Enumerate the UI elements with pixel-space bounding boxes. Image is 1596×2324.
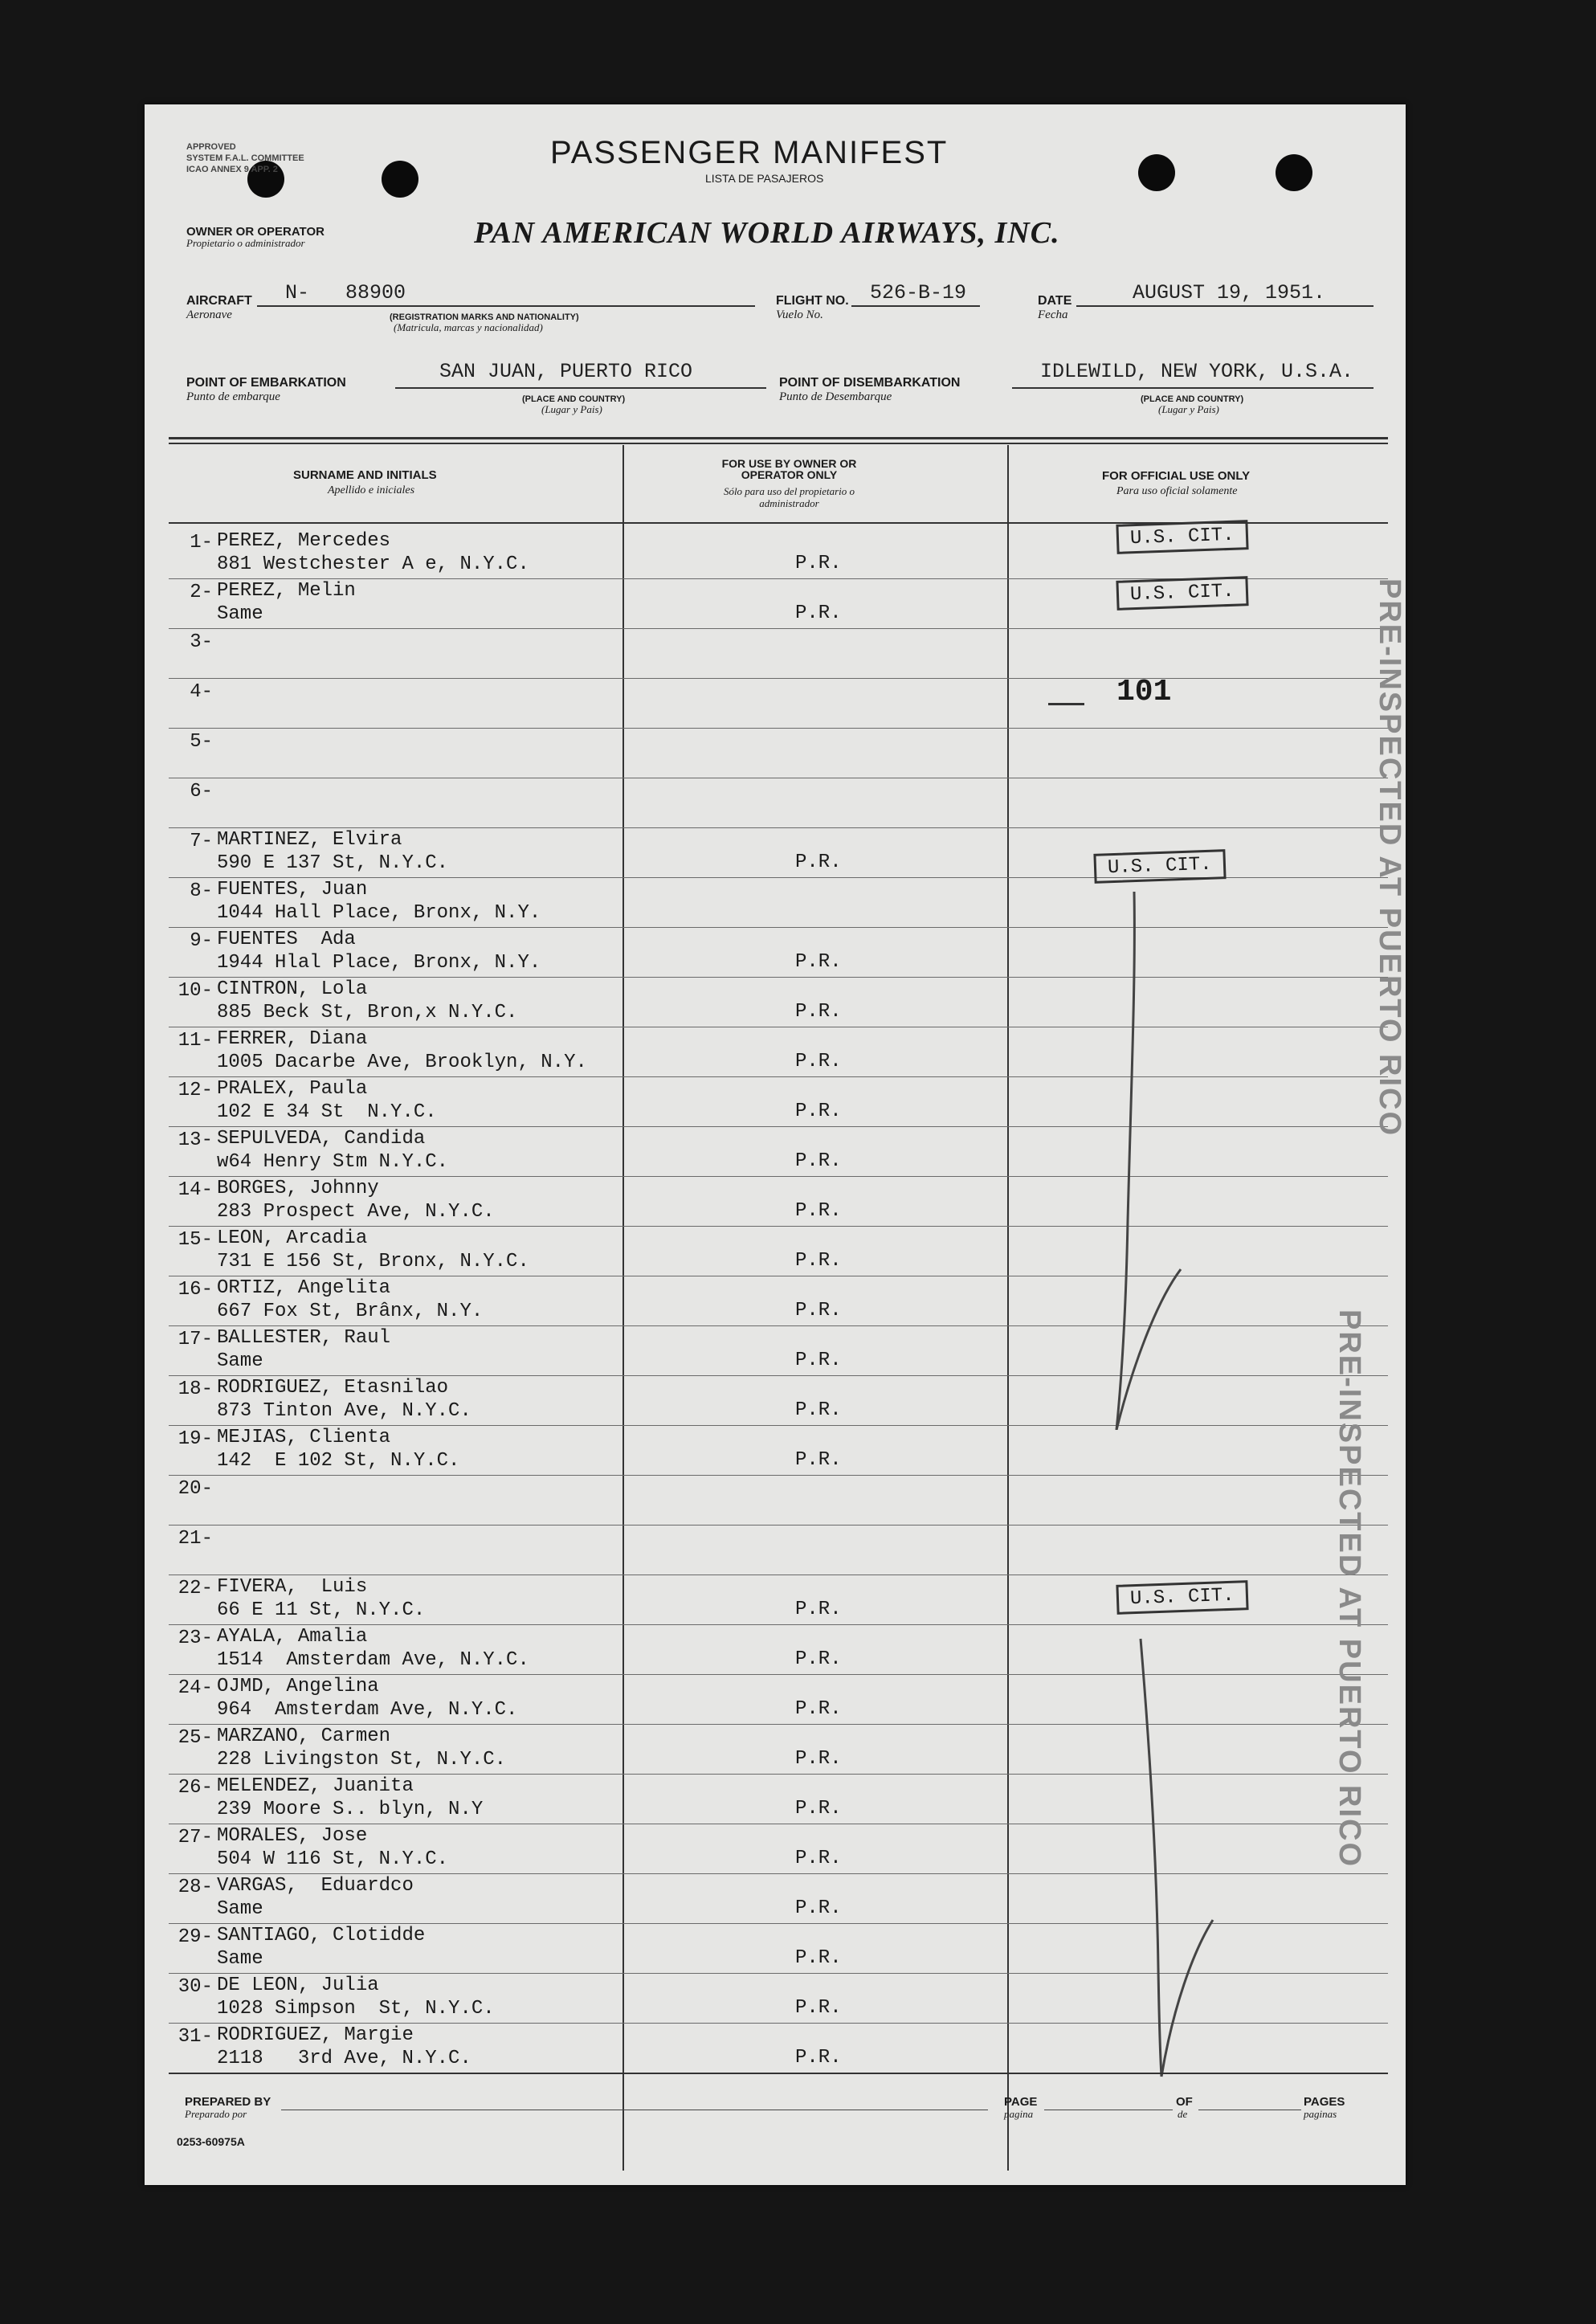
passenger-address: 239 Moore S.. blyn, N.Y [217,1799,484,1820]
pre-inspected-stamp: PRE-INSPECTED AT PUERTO RICO [1373,578,1406,1137]
passenger-address: 228 Livingston St, N.Y.C. [217,1749,507,1771]
check-mark [1092,884,1189,1430]
owner-use-value: P.R. [795,1300,842,1321]
passenger-address: 1514 Amsterdam Ave, N.Y.C. [217,1649,529,1671]
flight-label: FLIGHT NO. [776,294,849,308]
owner-use-value: P.R. [795,852,842,873]
disembark-label-es: Punto de Desembarque [779,390,892,403]
passenger-name: PRALEX, Paula [217,1078,368,1100]
passenger-address: 504 W 116 St, N.Y.C. [217,1848,449,1870]
us-cit-stamp: U.S. CIT. [1116,1580,1248,1615]
owner-use-value: P.R. [795,2047,842,2069]
page-title: PASSENGER MANIFEST [550,135,949,170]
owner-use-value: P.R. [795,1599,842,1620]
row-number: 17- [178,1329,213,1350]
table-row [169,1176,1388,1227]
row-number: 18- [178,1378,213,1400]
row-number: 13- [178,1129,213,1151]
check-mark-stroke [1116,892,1134,1430]
owner-label: OWNER OR OPERATOR [186,225,325,239]
row-number: 25- [178,1727,213,1749]
row-number: 19- [178,1428,213,1450]
count-dash [1048,703,1084,705]
owner-use-value: P.R. [795,1449,842,1471]
owner-use-value: P.R. [795,1897,842,1919]
check-mark-stroke [1161,1920,1213,2077]
passenger-name: CINTRON, Lola [217,978,368,1000]
embark-label: POINT OF EMBARKATION [186,376,346,390]
page-title-es: LISTA DE PASAJEROS [705,172,824,185]
table-row [169,877,1388,928]
passenger-name: SEPULVEDA, Candida [217,1128,426,1150]
passenger-name: MELENDEZ, Juanita [217,1775,414,1797]
approval-block [186,141,304,175]
passenger-name: FIVERA, Luis [217,1576,368,1598]
punch-hole [382,161,418,198]
owner-use-value: P.R. [795,1001,842,1023]
row-number: 9- [190,930,213,952]
passenger-address: 1005 Dacarbe Ave, Brooklyn, N.Y. [217,1052,587,1073]
table-row [169,678,1388,729]
passenger-name: RODRIGUEZ, Margie [217,2024,414,2046]
embark-place-note: (PLACE AND COUNTRY) [522,394,626,404]
approval-line: ICAO ANNEX 9 APP. 2 [186,165,278,174]
disembark-place-note: (PLACE AND COUNTRY) [1141,394,1244,404]
form-code: 0253-60975A [177,2135,245,2148]
row-number: 2- [190,582,213,603]
table-row [169,1425,1388,1476]
pre-inspected-stamp: PRE-INSPECTED AT PUERTO RICO [1333,1309,1366,1869]
passenger-address: 66 E 11 St, N.Y.C. [217,1599,426,1621]
date-label-es: Fecha [1038,308,1068,321]
us-cit-stamp: U.S. CIT. [1116,576,1248,611]
passenger-name: PEREZ, Mercedes [217,530,391,552]
row-number: 1- [190,532,213,553]
row-number: 15- [178,1229,213,1251]
passenger-name: BORGES, Johnny [217,1178,379,1199]
registration-note-es: (Matricula, marcas y nacionalidad) [394,321,543,333]
passenger-address: 283 Prospect Ave, N.Y.C. [217,1201,495,1223]
embark-label-es: Punto de embarque [186,390,280,403]
row-number: 11- [178,1030,213,1052]
passenger-name: FUENTES, Juan [217,879,368,901]
owner-use-value: P.R. [795,1350,842,1371]
owner-use-value: P.R. [795,1798,842,1820]
passenger-address: w64 Henry Stm N.Y.C. [217,1151,449,1173]
passenger-name: MEJIAS, Clienta [217,1427,391,1448]
registration-note: (REGISTRATION MARKS AND NATIONALITY) [390,312,579,322]
table-row [169,1226,1388,1276]
prepared-label: PREPARED BY [185,2095,271,2109]
row-number: 27- [178,1827,213,1848]
owner-use-value: P.R. [795,1051,842,1072]
row-number: 5- [190,731,213,753]
table-row [169,628,1388,679]
embark-place-note-es: (Lugar y Pais) [541,403,602,415]
col-owner-header: FOR USE BY OWNER OR OPERATOR ONLY [721,457,857,481]
check-mark-stroke [1141,1639,1161,2077]
flight-underline [851,305,980,307]
passenger-name: MARZANO, Carmen [217,1726,391,1747]
of-label-es: de [1178,2108,1188,2120]
passenger-address: 881 Westchester A e, N.Y.C. [217,553,529,575]
owner-use-value: P.R. [795,1399,842,1421]
row-number: 14- [178,1179,213,1201]
header-rule [169,437,1388,439]
us-cit-stamp: U.S. CIT. [1093,849,1226,884]
footer-rule [169,2073,1388,2074]
col-official-header: FOR OFFICIAL USE ONLY [1102,469,1251,483]
date-value: AUGUST 19, 1951. [1133,281,1326,304]
row-number: 29- [178,1926,213,1948]
passenger-address: 1044 Hall Place, Bronx, N.Y. [217,902,541,924]
row-number: 31- [178,2026,213,2048]
aircraft-label: AIRCRAFT [186,294,252,308]
passenger-name: FUENTES Ada [217,929,356,950]
manifest-sheet [145,104,1406,2185]
passenger-name: AYALA, Amalia [217,1626,368,1648]
passenger-count: 101 [1116,675,1172,709]
prepared-label-es: Preparado por [185,2108,247,2120]
owner-use-value: P.R. [795,1698,842,1720]
row-number: 28- [178,1877,213,1898]
col-surname-header-es: Apellido e iniciales [328,484,415,496]
col-surname-header: SURNAME AND INITIALS [293,468,437,482]
header-rule [169,443,1388,444]
date-label: DATE [1038,294,1072,308]
table-row [169,1475,1388,1526]
owner-use-value: P.R. [795,1250,842,1272]
owner-use-value: P.R. [795,1150,842,1172]
flight-value: 526-B-19 [870,281,967,304]
row-number: 12- [178,1080,213,1101]
table-row [169,778,1388,828]
pages-label: PAGES [1304,2095,1345,2109]
passenger-address: Same [217,603,263,625]
punch-hole [1138,154,1175,191]
disembark-value: IDLEWILD, NEW YORK, U.S.A. [1040,360,1354,383]
owner-use-value: P.R. [795,1997,842,2019]
passenger-address: 964 Amsterdam Ave, N.Y.C. [217,1699,518,1721]
passenger-address: Same [217,1350,263,1372]
embark-value: SAN JUAN, PUERTO RICO [439,360,693,383]
table-row [169,977,1388,1027]
passenger-name: BALLESTER, Raul [217,1327,391,1349]
table-row [169,927,1388,978]
disembark-underline [1012,387,1374,389]
passenger-name: RODRIGUEZ, Etasnilao [217,1377,449,1399]
disembark-place-note-es: (Lugar y Pais) [1158,403,1219,415]
passenger-name: OJMD, Angelina [217,1676,379,1697]
owner-use-value: P.R. [795,1748,842,1770]
row-number: 21- [178,1528,213,1550]
passenger-name: PEREZ, Melin [217,580,356,602]
row-number: 20- [178,1478,213,1500]
passenger-address: 885 Beck St, Bron,x N.Y.C. [217,1002,518,1023]
row-number: 3- [190,631,213,653]
passenger-address: 1028 Simpson St, N.Y.C. [217,1998,495,2020]
passenger-address: 2118 3rd Ave, N.Y.C. [217,2048,471,2069]
passenger-address: Same [217,1948,263,1970]
row-number: 16- [178,1279,213,1301]
us-cit-stamp: U.S. CIT. [1116,520,1248,554]
owner-use-value: P.R. [795,602,842,624]
check-mark [1125,1631,1221,2081]
page-label: PAGE [1004,2095,1038,2109]
passenger-name: DE LEON, Julia [217,1975,379,1996]
passenger-address: 667 Fox St, Brânx, N.Y. [217,1301,484,1322]
owner-value: PAN AMERICAN WORLD AIRWAYS, INC. [474,216,1060,250]
passenger-address: 731 E 156 St, Bronx, N.Y.C. [217,1251,529,1272]
owner-use-value: P.R. [795,1947,842,1969]
row-number: 24- [178,1677,213,1699]
passenger-name: MARTINEZ, Elvira [217,829,402,851]
col-official-header-es: Para uso oficial solamente [1116,485,1238,497]
table-row [169,728,1388,778]
col-owner-header-es: Sólo para uso del propietario o administrador [723,485,855,509]
table-row [169,1375,1388,1426]
aircraft-value: N- 88900 [285,281,406,304]
table-row [169,1325,1388,1376]
passenger-name: LEON, Arcadia [217,1227,368,1249]
approval-line: APPROVED [186,142,236,152]
pages-label-es: paginas [1304,2108,1337,2120]
row-number: 22- [178,1578,213,1599]
owner-label-es: Propietario o administrador [186,237,305,249]
row-number: 30- [178,1976,213,1998]
aircraft-label-es: Aeronave [186,308,232,321]
owner-use-value: P.R. [795,1848,842,1869]
row-number: 4- [190,681,213,703]
row-number: 8- [190,880,213,902]
passenger-address: 142 E 102 St, N.Y.C. [217,1450,460,1472]
table-row [169,1027,1388,1077]
passenger-address: 590 E 137 St, N.Y.C. [217,852,449,874]
date-underline [1076,305,1374,307]
approval-line: SYSTEM F.A.L. COMMITTEE [186,153,304,163]
table-row [169,1276,1388,1326]
owner-use-value: P.R. [795,1648,842,1670]
punch-hole [1276,154,1312,191]
owner-use-value: P.R. [795,951,842,973]
owner-use-value: P.R. [795,1101,842,1122]
passenger-name: ORTIZ, Angelita [217,1277,391,1299]
table-row [169,1076,1388,1127]
aircraft-underline [257,305,755,307]
row-number: 7- [190,831,213,852]
passenger-name: MORALES, Jose [217,1825,368,1847]
passenger-address: 1944 Hlal Place, Bronx, N.Y. [217,952,541,974]
row-number: 10- [178,980,213,1002]
passenger-name: VARGAS, Eduardco [217,1875,414,1897]
row-number: 26- [178,1777,213,1799]
passenger-address: 102 E 34 St N.Y.C. [217,1101,437,1123]
embark-underline [395,387,766,389]
disembark-label: POINT OF DISEMBARKATION [779,376,961,390]
passenger-name: FERRER, Diana [217,1028,368,1050]
passenger-address: 873 Tinton Ave, N.Y.C. [217,1400,471,1422]
passenger-name: SANTIAGO, Clotidde [217,1925,426,1946]
owner-use-value: P.R. [795,553,842,574]
row-number: 23- [178,1628,213,1649]
of-label: OF [1176,2095,1193,2109]
row-number: 6- [190,781,213,803]
passenger-address: Same [217,1898,263,1920]
owner-use-value: P.R. [795,1200,842,1222]
table-row [169,1525,1388,1575]
flight-label-es: Vuelo No. [776,308,823,321]
table-row [169,1126,1388,1177]
page-label-es: pagina [1004,2108,1034,2120]
